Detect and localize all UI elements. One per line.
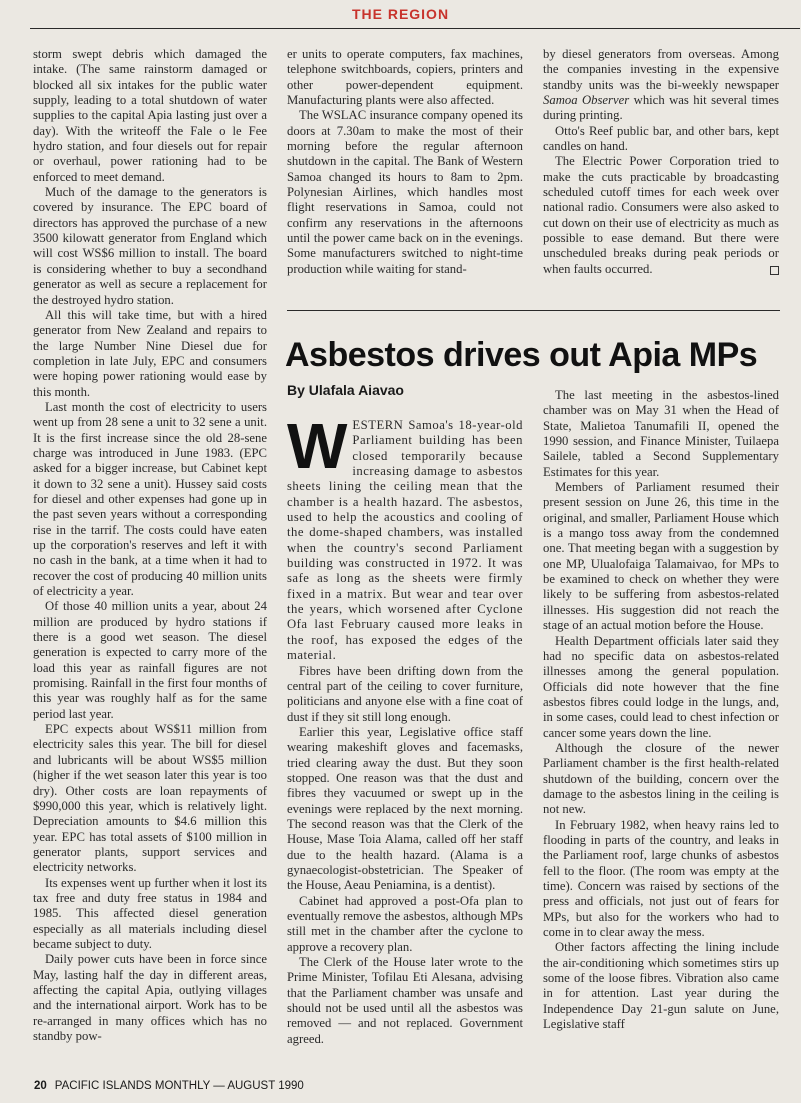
paragraph: er units to operate computers, fax machines, telephone switchboards, copiers, printers and other power-dependent equipment. Manufacturing plants were also affected. — [287, 47, 523, 108]
paragraph: Health Department officials later said they had no specific data on asbestos-related illnesses among the general population. Officials did note however that the fine asbestos fibres could lodge in the lungs, and, in some cases, could lead to chest infection or cancer some years down the line. — [543, 633, 779, 740]
paragraph: Cabinet had approved a post-Ofa plan to eventually remove the asbestos, although MPs still met in the chamber after the cyclone to approve a recovery plan. — [287, 893, 523, 954]
middle-column-top — [287, 47, 523, 277]
paragraph: In February 1982, when heavy rains led to flooding in parts of the country, and leaks in the Parliament roof, large chunks of asbestos fell to the floor. (The room was empty at the time). Concern was raised by sections of the press and officials, not just out of fears for MPs, but also for the workers who had to come in to clear away the mess. — [543, 817, 779, 940]
article-column-c — [543, 388, 779, 1032]
header-rule — [30, 28, 800, 29]
article-rule — [287, 310, 780, 311]
paragraph: All this will take time, but with a hired generator from New Zealand and repairs to the large Number Nine Diesel due for completion in late July, EPC and consumers were hoping power rationing would ease by this month. — [33, 307, 267, 399]
paragraph: Last month the cost of electricity to users went up from 28 sene a unit to 32 sene a unit. It is the first increase since the old 28-sene charge was introduced in June 1983. (EPC asked for a bigger increase, but Cabinet kept it down to 32 sene a unit). Hussey said costs for diesel and other expenses had gone up in the past seven years without a corresponding rise in the tarrif. The costs could have eaten up the corporation's reserves and left it with no cash in the bank, at a time when it had to recover the cost of producing 40 million units of electricity a year. — [33, 399, 267, 599]
paragraph: Much of the damage to the generators is covered by insurance. The EPC board of directors has approved the purchase of a new 3500 kilowatt generator from England which will cost WS$6 million to install. The board is considering whether to buy a secondhand generator as well as secure a replacement for the destroyed hydro station. — [33, 185, 267, 307]
paragraph: Earlier this year, Legislative office staff wearing makeshift gloves and facemasks, tried clearing away the dust. But they soon stopped. One reason was that the dust and fibres they vacuumed or swept up in the evenings were replaced by the next morning. The second reason was that the Clerk of the House, Mase Toia Alama, called off her staff due to the health hazard. (Alama is a gynaecologist-obstetrician. The Speaker of the House, Aeau Peniamina, is a dentist). — [287, 724, 523, 893]
page-footer — [34, 1080, 304, 1092]
paragraph: Daily power cuts have been in force since May, lasting half the day in different areas, affecting the capital Apia, outlying villages and the international airport. Work has to be re-arranged in many offices which has no standby pow- — [33, 952, 267, 1043]
drop-cap: W — [287, 410, 348, 482]
publication-line: PACIFIC ISLANDS MONTHLY — AUGUST 1990 — [54, 1080, 304, 1092]
paragraph: The last meeting in the asbestos-lined chamber was on May 31 when the Head of State, Malietoa Tanumafili II, opened the 1990 session, and Finance Minister, Tuilaepa Sailele, tabled a Second Supplementary Estimates for this year. — [543, 388, 779, 479]
lead-paragraph: WESTERN Samoa's 18-year-old Parliament building has been closed temporarily because increasing damage to asbestos sheets lining the ceiling mean that the chamber is a health hazard. The asbestos, used to help the acoustics and cooling of the dome-shaped chambers, was installed when the country's second Parliament building was constructed in 1972. It was safe as long as the sheets were firmly fixed in a matrix. But wear and tear over the years, which worsened after Cyclone Ofa last February caused more leaks in the roof, has exposed the edges of the material. — [287, 410, 523, 663]
article-headline: Asbestos drives out Apia MPs — [285, 336, 758, 374]
paragraph: Of those 40 million units a year, about 24 million are produced by hydro stations if there is a good wet season. The diesel generation is expected to carry more of the load this year as rainfall figures are not promising. Rainfall in the first four months of this year was roughly half as for the same period last year. — [33, 599, 267, 721]
paragraph: Otto's Reef public bar, and other bars, kept candles on hand. — [543, 123, 779, 154]
paragraph: The Electric Power Corporation tried to make the cuts practicable by broadcasting scheduled cutoff times for each week over national radio. Consumers were also asked to cut down on their use of electricity as much as possible to ease demand. But there were unscheduled breaks during peak periods or when faults occurred. — [543, 154, 779, 276]
page-number: 20 — [34, 1080, 47, 1092]
paragraph: storm swept debris which damaged the intake. (The same rainstorm damaged or blocked all six intakes for the public water supply, leading to a total shutdown of water supplies to the capital Apia lasting just over a day). With the writeoff the Fale o le Fee hydro station, and four diesels out for repair or overhaul, power rationing had to be enforced to meet demand. — [33, 47, 267, 184]
paragraph: Although the closure of the newer Parliament chamber is the first health-related shutdown of the building, concern over the damage to the asbestos lining in the ceiling is not new. — [543, 740, 779, 817]
paragraph: The Clerk of the House later wrote to the Prime Minister, Tofilau Eti Alesana, advising that the Parliament chamber was unsafe and should not be used until all the asbestos was removed — and not replaced. Government agreed. — [287, 955, 523, 1046]
end-mark-icon — [770, 266, 779, 275]
article-column-b — [287, 410, 523, 1047]
paragraph: EPC expects about WS$11 million from electricity sales this year. The bill for diesel and lubricants will be about WS$5 million (higher if the wet season later this year is too dry). Other costs are loan repayments of $990,000 this year, which is relatively light. Depreciation amounts to $4.6 million this year. EPC has total assets of $100 million in generator plants, support services and electricity networks. — [33, 722, 267, 875]
newspaper-title: Samoa Observer — [543, 93, 630, 108]
paragraph: Other factors affecting the lining include the air-conditioning which sometimes stirs up some of the loose fibres. Vibration also came in for attention. Last year during the Independence Day 21-gun salute on June, Legislative staff — [543, 940, 779, 1032]
paragraph: Members of Parliament resumed their present session on June 26, this time in the original, and smaller, Parliament House which is a mango toss away from the condemned one. That meeting began with a suggestion by one MP, Ulualofaiga Talamaivao, for MPs to be examined to check on whether they were likely to be suffering from asbestos-related illnesses. His suggestion did not reach the stage of an actual motion before the House. — [543, 480, 779, 633]
paragraph: by diesel generators from overseas. Among the companies investing in the expensive standby units was the bi-weekly newspaper Samoa Observer which was hit several times during printing. — [543, 47, 779, 123]
paragraph: The WSLAC insurance company opened its doors at 7.30am to make the most of their morning before the regular afternoon shutdown in the capital. The Bank of Western Samoa changed its hours to 8am to 2pm. Polynesian Airlines, which handles most flight reservations in Samoa, could not confirm any reservations in the afternoons until the power came back on in the evenings. Some manufacturers switched to night-time production while waiting for stand- — [287, 108, 523, 276]
section-header: THE REGION — [351, 6, 450, 22]
paragraph: Fibres have been drifting down from the central part of the ceiling to cover furniture, politicians and anyone else with a fine coat of dust if they sit still long enough. — [287, 663, 523, 724]
right-column-top — [543, 47, 779, 277]
byline: By Ulafala Aiavao — [287, 382, 404, 398]
paragraph: Its expenses went up further when it lost its tax free and duty free status in 1984 and 1985. This affected diesel generation especially as all materials including diesel became subject to duty. — [33, 875, 267, 951]
left-column — [33, 47, 267, 1044]
